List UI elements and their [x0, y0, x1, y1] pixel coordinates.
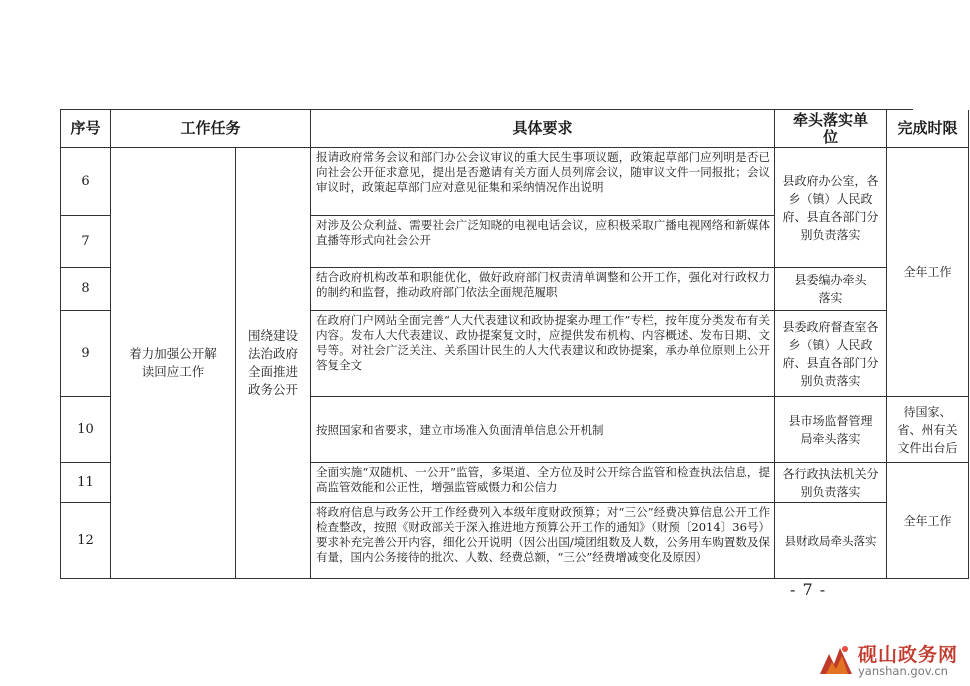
deadline: 全年工作 [887, 463, 969, 579]
lead-unit: 县委编办牵头落实 [775, 268, 887, 311]
lead-unit: 县政府办公室，各乡（镇）人民政府、县直各部门分别负责落实 [775, 148, 887, 268]
task-group-secondary: 围绕建设法治政府全面推进政务公开 [236, 148, 311, 579]
row-seq: 11 [61, 463, 111, 503]
header-task: 工作任务 [111, 110, 311, 148]
header-seq: 序号 [61, 110, 111, 148]
work-task-table [60, 109, 958, 579]
row-seq: 10 [61, 397, 111, 463]
deadline: 待国家、省、州有关文件出台后 [887, 397, 969, 463]
header-requirement: 具体要求 [311, 110, 775, 148]
header-lead-unit: 牵头落实单位 [775, 110, 887, 148]
lead-unit: 县财政局牵头落实 [775, 503, 887, 579]
lead-unit: 县委政府督查室各乡（镇）人民政府、县直各部门分别负责落实 [775, 311, 887, 397]
row-seq: 8 [61, 268, 111, 311]
task-group-primary: 着力加强公开解读回应工作 [111, 148, 236, 579]
header-deadline: 完成时限 [887, 110, 969, 148]
deadline: 全年工作 [887, 148, 969, 397]
row-requirement: 全面实施“双随机、一公开”监管，多渠道、全方位及时公开综合监管和检查执法信息，提高监管效能和公正性，增强监管威慑力和公信力 [311, 463, 775, 503]
site-name: 砚山政务网 [858, 644, 959, 666]
site-watermark-logo [818, 638, 968, 684]
row-requirement: 对涉及公众利益、需要社会广泛知晓的电视电话会议，应积极采取广播电视网络和新媒体直播等形式向社会公开 [311, 216, 775, 268]
row-seq: 6 [61, 148, 111, 216]
row-requirement: 在政府门户网站全面完善“人大代表建议和政协提案办理工作”专栏，按年度分类发布有关内容。发布人大代表建议、政协提案复文时，应提供发布机构、内容概述、发布日期、文号等。对社会广泛关注、关系国计民生的人大代表建议和政协提案，承办单位原则上公开答复全文 [311, 311, 775, 397]
lead-unit: 县市场监督管理局牵头落实 [775, 397, 887, 463]
row-seq: 7 [61, 216, 111, 268]
mountain-logo-icon [818, 642, 854, 678]
row-requirement: 报请政府常务会议和部门办公会议审议的重大民生事项议题，政策起草部门应列明是否已向社会公开征求意见，提出是否邀请有关方面人员列席会议，随审议文件一同报批；会议审议时，政策起草部门应对意见征集和采纳情况作出说明 [311, 148, 775, 216]
row-seq: 12 [61, 503, 111, 579]
row-requirement: 结合政府机构改革和职能优化，做好政府部门权责清单调整和公开工作，强化对行政权力的制约和监督，推动政府部门依法全面规范履职 [311, 268, 775, 311]
lead-unit: 各行政执法机关分别负责落实 [775, 463, 887, 503]
site-url: yanshan.gov.cn [858, 664, 948, 678]
row-requirement: 按照国家和省要求，建立市场准入负面清单信息公开机制 [311, 397, 775, 463]
row-seq: 9 [61, 311, 111, 397]
row-requirement: 将政府信息与政务公开工作经费列入本级年度财政预算；对“三公”经费决算信息公开工作检查整改，按照《财政部关于深入推进地方预算公开工作的通知》（财预〔2014〕36号）要求补充完善公开内容，细化公开说明（因公出国/境团组数及人数，公务用车购置数及保有量，国内公务接待的批次、人数、经费总额，“三公”经费增减变化及原因） [311, 503, 775, 579]
page-number: - 7 - [790, 580, 827, 599]
